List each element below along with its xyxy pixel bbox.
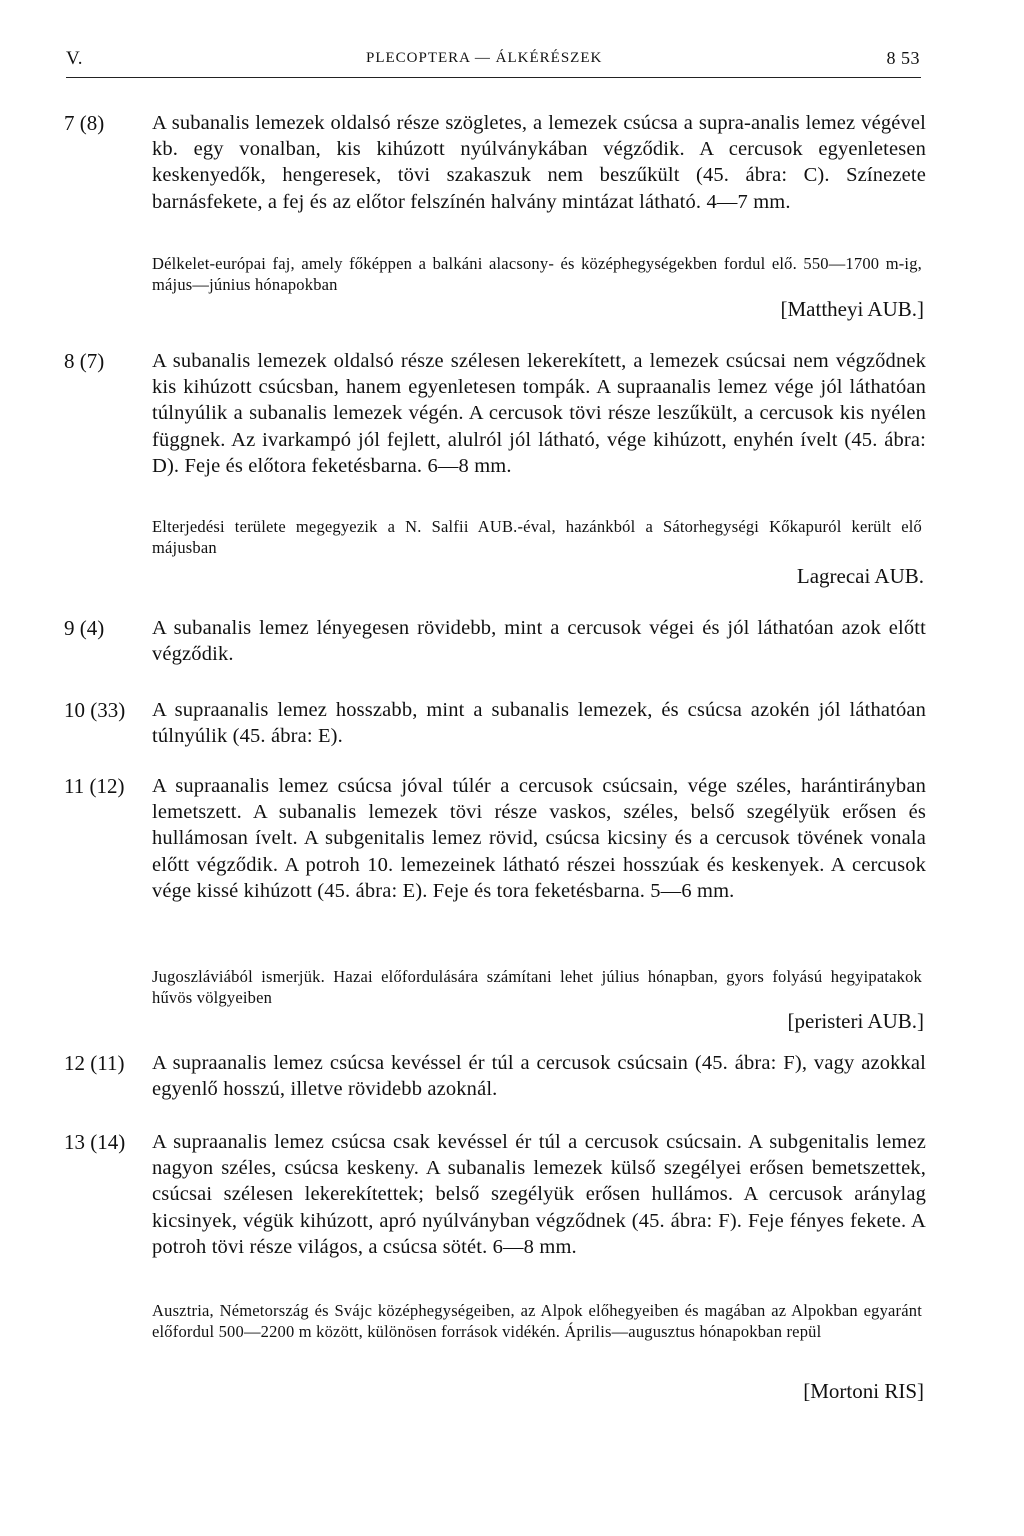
couplet-text: A subanalis lemezek oldalsó része szögletes, a lemezek csúcsa a supra-analis lemez végével kb. egy vonalban, kis kihúzott nyúlványkában végződik. A cercusok egyenletesen keskenyedők, hengeresek, tövi szakaszuk nem beszűkült (45. ábra: C). Színezete barnásfekete, a fej és az előtor felszínén halvány mintázat látható. 4—7 mm.: [152, 112, 926, 213]
distribution-note: Elterjedési területe megegyezik a N. Salfii AUB.-éval, hazánkból a Sátorhegységi Kőkapuról került elő májusban: [152, 517, 922, 557]
species-name: Lagrecai AUB.: [796, 564, 924, 588]
couplet-number: 12 (11): [64, 1051, 125, 1075]
couplet-text: A supraanalis lemez hosszabb, mint a subanalis lemezek, és csúcsa azokén jól láthatóan túlnyúlik (45. ábra: E).: [152, 699, 926, 748]
couplet-text: A supraanalis lemez csúcsa kevéssel ér túl a cercusok csúcsain (45. ábra: F), vagy azokkal egyenlő hosszú, illetve rövidebb azoknál.: [152, 1052, 926, 1101]
couplet-number: 7 (8): [64, 111, 105, 135]
couplet-text: A supraanalis lemez csúcsa jóval túlér a cercusok csúcsain, vége széles, harántirányban lemetszett. A subanalis lemezek tövi része vaskos, széles, belső szegélyük erősen és hullámosan ívelt. A subgenitalis lemez rövid, csúcsa kicsiny és a cercusok tövének vonala előtt végződik. A potroh 10. lemezeinek látható részei hosszúak és keskenyek. A cercusok vége kissé kihúzott (45. ábra: E). Feje és tora feketésbarna. 5—6 mm.: [152, 775, 926, 902]
distribution-note: Ausztria, Németország és Svájc középhegységeiben, az Alpok előhegyeiben és magában az Alpokban egyaránt előfordul 500—2200 m között, különösen források vidékén. Április—augusztus hónapokban repül: [152, 1301, 922, 1341]
couplet-number: 10 (33): [64, 698, 126, 722]
couplet-text: A subanalis lemezek oldalsó része szélesen lekerekített, a lemezek csúcsai nem végződnek kis kihúzott csúcsban, hanem egyenletesen tompák. A supraanalis lemez vége jól láthatóan túlnyúlik a subanalis lemezek végén. A cercusok tövi része leszűkült, a cercusok kis nyélen függnek. Az ivarkampó jól fejlett, alulról jól látható, vége kihúzott, enyhén ívelt (45. ábra: D). Feje és előtora feketésbarna. 6—8 mm.: [152, 350, 926, 477]
couplet-number: 11 (12): [64, 774, 125, 798]
running-title: PLECOPTERA — ÁLKÉRÉSZEK: [366, 50, 603, 66]
couplet-text: A subanalis lemez lényegesen rövidebb, mint a cercusok végei és jól láthatóan azok előtt végződik.: [152, 617, 926, 666]
page-header: [66, 48, 926, 78]
couplet-text: A supraanalis lemez csúcsa csak kevéssel ér túl a cercusok csúcsain. A subgenitalis lemez nagyon széles, csúcsa keskeny. A subanalis lemezek külső szegélyei erősen bemetszettek, csúcsai szélesen lekerekítettek; belső szegélyük erősen hullámos. A cercusok aránylag kicsinyek, végük kihúzott, apró nyúlványban végződnek (45. ábra: F). Feje fényes fekete. A potroh tövi része világos, a csúcsa sötét. 6—8 mm.: [152, 1131, 926, 1258]
header-rule: [66, 77, 921, 78]
species-name: [Mortoni RIS]: [803, 1379, 924, 1403]
page-number: 8 53: [886, 48, 920, 68]
couplet-number: 9 (4): [64, 616, 105, 640]
couplet-number: 13 (14): [64, 1130, 126, 1154]
distribution-note: Délkelet-európai faj, amely főképpen a balkáni alacsony- és középhegységekben fordul elő. 550—1700 m-ig, május—június hónapokban: [152, 254, 922, 294]
species-name: [peristeri AUB.]: [787, 1009, 924, 1033]
couplet-number: 8 (7): [64, 349, 105, 373]
chapter-number: V.: [66, 48, 84, 69]
distribution-note: Jugoszláviából ismerjük. Hazai előfordulására számítani lehet július hónapban, gyors folyású hegyipatakok hűvös völgyeiben: [152, 967, 922, 1007]
species-name: [Mattheyi AUB.]: [780, 297, 924, 321]
